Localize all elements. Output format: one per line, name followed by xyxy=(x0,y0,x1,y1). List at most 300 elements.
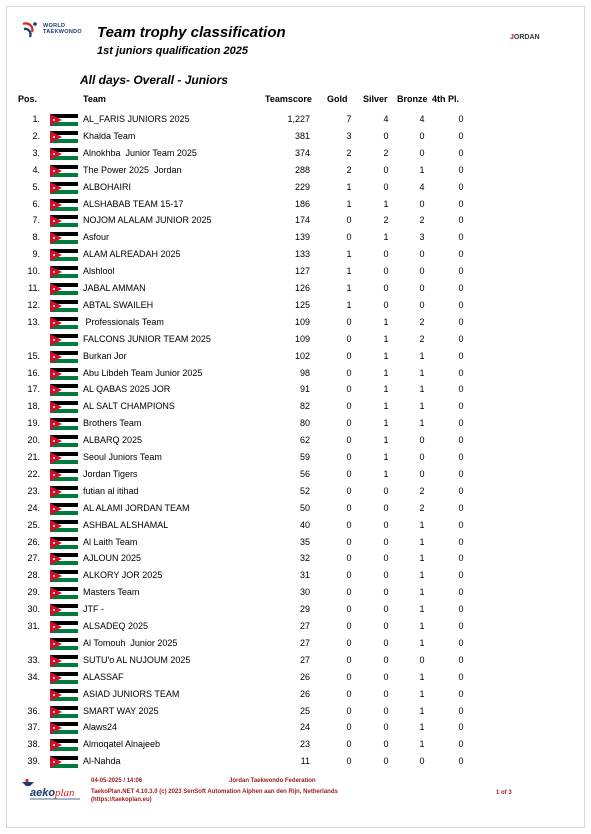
cell-team: Khalda Team xyxy=(83,130,136,141)
cell-gold: 0 xyxy=(346,316,352,327)
cell-score: 24 xyxy=(299,722,310,733)
cell-fourth: 0 xyxy=(458,553,464,564)
cell-fourth: 0 xyxy=(458,654,464,665)
cell-fourth: 0 xyxy=(458,587,464,598)
cell-silver: 0 xyxy=(383,756,389,767)
cell-bronze: 1 xyxy=(419,367,425,378)
cell-silver: 0 xyxy=(383,553,389,564)
cell-fourth: 0 xyxy=(458,671,464,682)
cell-score: 381 xyxy=(294,130,310,141)
cell-team: Alshlool xyxy=(83,266,115,277)
cell-score: 59 xyxy=(299,452,310,462)
country-label-rest: ORDAN xyxy=(513,34,540,41)
cell-score: 25 xyxy=(299,705,310,716)
cell-silver: 0 xyxy=(383,249,389,260)
cell-pos: 1. xyxy=(32,114,40,124)
header-teamscore: Teamscore xyxy=(265,94,312,104)
cell-gold: 0 xyxy=(346,621,352,631)
header-silver: Silver xyxy=(363,94,388,104)
cell-silver: 1 xyxy=(383,418,389,429)
jordan-flag-icon xyxy=(50,351,78,363)
cell-fourth: 0 xyxy=(458,401,464,412)
cell-team: Jordan Tigers xyxy=(83,468,138,479)
cell-bronze: 1 xyxy=(419,671,425,682)
cell-team: AL ALAMI JORDAN TEAM xyxy=(83,502,190,513)
cell-gold: 0 xyxy=(346,215,352,226)
cell-pos: 6. xyxy=(32,198,40,209)
cell-pos: 29. xyxy=(27,587,40,598)
table-row xyxy=(0,182,591,199)
jordan-flag-icon xyxy=(50,368,78,380)
cell-team: ALSADEQ 2025 xyxy=(83,621,149,631)
cell-team: Abu Libdeh Team Junior 2025 xyxy=(83,367,203,378)
country-label xyxy=(510,34,540,41)
cell-team: AL_FARIS JUNIORS 2025 xyxy=(83,114,190,124)
cell-silver: 0 xyxy=(383,283,389,293)
jordan-flag-icon xyxy=(50,689,78,701)
cell-bronze: 4 xyxy=(419,114,425,124)
cell-bronze: 2 xyxy=(419,485,425,496)
cell-score: 133 xyxy=(294,249,310,260)
jordan-flag-icon xyxy=(50,148,78,160)
cell-silver: 0 xyxy=(383,164,389,175)
cell-bronze: 0 xyxy=(419,299,425,310)
cell-fourth: 0 xyxy=(458,452,464,462)
cell-pos: 22. xyxy=(27,468,40,479)
jordan-flag-icon xyxy=(50,452,78,464)
cell-pos: 13. xyxy=(27,316,40,327)
cell-gold: 7 xyxy=(346,114,352,124)
cell-fourth: 0 xyxy=(458,485,464,496)
jordan-flag-icon xyxy=(50,114,78,126)
cell-score: 174 xyxy=(294,215,310,226)
cell-bronze: 1 xyxy=(419,688,425,699)
jordan-flag-icon xyxy=(50,621,78,633)
cell-gold: 3 xyxy=(346,130,352,141)
cell-pos: 23. xyxy=(27,485,40,496)
jordan-flag-icon xyxy=(50,537,78,549)
world-taekwondo-icon xyxy=(20,20,40,40)
cell-gold: 1 xyxy=(346,283,352,293)
cell-pos: 20. xyxy=(27,435,40,446)
cell-fourth: 0 xyxy=(458,621,464,631)
table-row xyxy=(0,215,591,232)
cell-bronze: 1 xyxy=(419,401,425,412)
jordan-flag-icon xyxy=(50,553,78,565)
header-team: Team xyxy=(83,94,106,104)
footer-software: TaekoPlan.NET 4.10.3.0 (c) 2023 SenSoft Automation Alphen aan den Rijn, Netherlands xyxy=(91,789,338,795)
cell-pos: 33. xyxy=(27,654,40,665)
jordan-flag-icon xyxy=(50,283,78,295)
jordan-flag-icon xyxy=(50,300,78,312)
cell-score: 186 xyxy=(294,198,310,209)
cell-score: 82 xyxy=(299,401,310,412)
cell-pos: 12. xyxy=(27,299,40,310)
cell-fourth: 0 xyxy=(458,130,464,141)
cell-score: 27 xyxy=(299,621,310,631)
cell-team: ALSHABAB TEAM 15-17 xyxy=(83,198,184,209)
cell-fourth: 0 xyxy=(458,756,464,767)
footer-url[interactable]: (https://taekoplan.eu) xyxy=(91,797,152,803)
taekoplan-logo-text-plan: plan xyxy=(55,787,75,799)
cell-gold: 0 xyxy=(346,502,352,513)
table-row xyxy=(0,283,591,300)
jordan-flag-icon xyxy=(50,334,78,346)
country-label-initial: J xyxy=(510,34,514,41)
jordan-flag-icon xyxy=(50,165,78,177)
cell-pos: 3. xyxy=(32,147,40,158)
cell-team: Al Tomouh Junior 2025 xyxy=(83,637,178,648)
cell-fourth: 0 xyxy=(458,350,464,361)
cell-silver: 2 xyxy=(383,215,389,226)
table-row xyxy=(0,756,591,773)
taekoplan-logo-text: aeko xyxy=(30,787,56,799)
jordan-flag-icon xyxy=(50,756,78,768)
cell-gold: 0 xyxy=(346,333,352,344)
cell-gold: 1 xyxy=(346,249,352,260)
cell-bronze: 1 xyxy=(419,350,425,361)
cell-gold: 1 xyxy=(346,181,352,192)
cell-score: 229 xyxy=(294,181,310,192)
cell-bronze: 1 xyxy=(419,722,425,733)
cell-silver: 0 xyxy=(383,587,389,598)
cell-silver: 0 xyxy=(383,604,389,615)
cell-silver: 1 xyxy=(383,350,389,361)
cell-fourth: 0 xyxy=(458,367,464,378)
cell-silver: 0 xyxy=(383,637,389,648)
jordan-flag-icon xyxy=(50,672,78,684)
jordan-flag-icon xyxy=(50,182,78,194)
cell-team: ALKORY JOR 2025 xyxy=(83,570,163,581)
cell-silver: 0 xyxy=(383,536,389,547)
table-row xyxy=(0,672,591,689)
cell-gold: 0 xyxy=(346,435,352,446)
jordan-flag-icon xyxy=(50,638,78,650)
cell-team: JTF - xyxy=(83,604,104,615)
cell-bronze: 1 xyxy=(419,384,425,395)
cell-score: 288 xyxy=(294,164,310,175)
cell-pos: 39. xyxy=(27,756,40,767)
cell-silver: 1 xyxy=(383,435,389,446)
cell-score: 32 xyxy=(299,553,310,564)
cell-silver: 0 xyxy=(383,130,389,141)
cell-silver: 0 xyxy=(383,739,389,750)
cell-pos: 19. xyxy=(27,418,40,429)
table-row xyxy=(0,655,591,672)
cell-score: 23 xyxy=(299,739,310,750)
cell-score: 40 xyxy=(299,519,310,530)
cell-score: 27 xyxy=(299,654,310,665)
header-pos: Pos. xyxy=(18,94,38,104)
cell-fourth: 0 xyxy=(458,688,464,699)
cell-bronze: 0 xyxy=(419,147,425,158)
cell-score: 374 xyxy=(294,147,310,158)
cell-score: 102 xyxy=(294,350,310,361)
jordan-flag-icon xyxy=(50,266,78,278)
cell-silver: 0 xyxy=(383,519,389,530)
cell-bronze: 0 xyxy=(419,283,425,293)
table-row xyxy=(0,435,591,452)
cell-score: 126 xyxy=(294,283,310,293)
taekoplan-logo xyxy=(20,778,86,802)
cell-score: 98 xyxy=(299,367,310,378)
cell-bronze: 1 xyxy=(419,705,425,716)
cell-bronze: 0 xyxy=(419,756,425,767)
cell-score: 50 xyxy=(299,502,310,513)
section-title: All days- Overall - Juniors xyxy=(80,73,229,87)
jordan-flag-icon xyxy=(50,722,78,734)
cell-team: AJLOUN 2025 xyxy=(83,553,142,564)
cell-score: 27 xyxy=(299,637,310,648)
cell-pos: 24. xyxy=(27,502,40,513)
cell-team: Al-Nahda xyxy=(83,756,121,767)
header-fourth: 4th Pl. xyxy=(432,94,460,104)
cell-bronze: 1 xyxy=(419,164,425,175)
cell-fourth: 0 xyxy=(458,283,464,293)
cell-team: Asfour xyxy=(83,232,110,243)
cell-gold: 0 xyxy=(346,452,352,462)
cell-team: ALBOHAIRI xyxy=(83,181,132,192)
cell-gold: 0 xyxy=(346,671,352,682)
cell-gold: 0 xyxy=(346,485,352,496)
cell-fourth: 0 xyxy=(458,570,464,581)
cell-pos: 18. xyxy=(27,401,40,412)
cell-pos: 28. xyxy=(27,570,40,581)
cell-fourth: 0 xyxy=(458,147,464,158)
footer-date: 04-05-2025 / 14:06 xyxy=(91,778,143,784)
jordan-flag-icon xyxy=(50,706,78,718)
cell-team: JABAL AMMAN xyxy=(83,283,146,293)
cell-silver: 0 xyxy=(383,570,389,581)
cell-bronze: 0 xyxy=(419,130,425,141)
cell-gold: 0 xyxy=(346,739,352,750)
cell-fourth: 0 xyxy=(458,114,464,124)
cell-gold: 1 xyxy=(346,299,352,310)
table-row xyxy=(0,452,591,469)
jordan-flag-icon xyxy=(50,401,78,413)
cell-gold: 0 xyxy=(346,688,352,699)
cell-fourth: 0 xyxy=(458,232,464,243)
cell-fourth: 0 xyxy=(458,502,464,513)
table-row xyxy=(0,165,591,182)
cell-pos: 38. xyxy=(27,739,40,750)
cell-bronze: 1 xyxy=(419,587,425,598)
cell-silver: 1 xyxy=(383,401,389,412)
cell-gold: 0 xyxy=(346,570,352,581)
cell-fourth: 0 xyxy=(458,468,464,479)
cell-team: NOJOM ALALAM JUNIOR 2025 xyxy=(83,215,212,226)
cell-bronze: 0 xyxy=(419,198,425,209)
cell-team: SMART WAY 2025 xyxy=(83,705,159,716)
cell-fourth: 0 xyxy=(458,181,464,192)
cell-pos: 5. xyxy=(32,181,40,192)
cell-gold: 0 xyxy=(346,350,352,361)
cell-score: 11 xyxy=(300,756,310,767)
cell-fourth: 0 xyxy=(458,266,464,277)
cell-bronze: 0 xyxy=(419,266,425,277)
table-row xyxy=(0,300,591,317)
cell-silver: 0 xyxy=(383,299,389,310)
jordan-flag-icon xyxy=(50,503,78,515)
cell-pos: 36. xyxy=(27,705,40,716)
cell-bronze: 0 xyxy=(419,468,425,479)
cell-fourth: 0 xyxy=(458,739,464,750)
cell-team: FALCONS JUNIOR TEAM 2025 xyxy=(83,333,211,344)
table-row xyxy=(0,317,591,334)
cell-team: ASHBAL ALSHAMAL xyxy=(83,519,169,530)
table-row xyxy=(0,418,591,435)
cell-pos: 34. xyxy=(27,671,40,682)
cell-silver: 0 xyxy=(383,688,389,699)
cell-silver: 1 xyxy=(383,367,389,378)
cell-fourth: 0 xyxy=(458,316,464,327)
cell-score: 139 xyxy=(294,232,310,243)
cell-score: 109 xyxy=(294,316,310,327)
page-title: Team trophy classification xyxy=(97,24,286,41)
jordan-flag-icon xyxy=(50,317,78,329)
jordan-flag-icon xyxy=(50,486,78,498)
cell-silver: 0 xyxy=(383,654,389,665)
cell-silver: 1 xyxy=(383,232,389,243)
cell-fourth: 0 xyxy=(458,604,464,615)
cell-team: AL QABAS 2025 JOR xyxy=(83,384,171,395)
cell-bronze: 1 xyxy=(419,570,425,581)
cell-gold: 0 xyxy=(346,519,352,530)
cell-silver: 0 xyxy=(383,266,389,277)
cell-pos: 4. xyxy=(32,164,40,175)
cell-score: 91 xyxy=(299,384,310,395)
table-row xyxy=(0,148,591,165)
cell-gold: 1 xyxy=(346,266,352,277)
cell-score: 1,227 xyxy=(287,114,310,124)
cell-gold: 0 xyxy=(346,587,352,598)
cell-gold: 0 xyxy=(346,232,352,243)
cell-silver: 1 xyxy=(383,452,389,462)
jordan-flag-icon xyxy=(50,435,78,447)
table-row xyxy=(0,604,591,621)
jordan-flag-icon xyxy=(50,469,78,481)
table-row xyxy=(0,486,591,503)
cell-team: Alnokhba Junior Team 2025 xyxy=(83,147,197,158)
cell-fourth: 0 xyxy=(458,299,464,310)
logo-text-line1: WORLD xyxy=(43,23,66,29)
cell-gold: 2 xyxy=(346,164,352,175)
cell-team: AL SALT CHAMPIONS xyxy=(83,401,175,412)
table-row xyxy=(0,689,591,706)
cell-score: 29 xyxy=(299,604,310,615)
cell-gold: 0 xyxy=(346,401,352,412)
cell-team: ALAM ALREADAH 2025 xyxy=(83,249,181,260)
cell-score: 109 xyxy=(294,333,310,344)
table-row xyxy=(0,469,591,486)
cell-pos: 15. xyxy=(27,350,40,361)
table-row xyxy=(0,114,591,131)
table-row xyxy=(0,520,591,537)
table-row xyxy=(0,621,591,638)
cell-gold: 0 xyxy=(346,536,352,547)
cell-fourth: 0 xyxy=(458,435,464,446)
cell-team: Seoul Juniors Team xyxy=(83,452,162,462)
cell-gold: 0 xyxy=(346,367,352,378)
cell-team: ASIAD JUNIORS TEAM xyxy=(83,688,180,699)
cell-fourth: 0 xyxy=(458,705,464,716)
jordan-flag-icon xyxy=(50,587,78,599)
table-row xyxy=(0,537,591,554)
cell-team: ABTAL SWAILEH xyxy=(83,299,154,310)
cell-pos: 27. xyxy=(27,553,40,564)
cell-fourth: 0 xyxy=(458,536,464,547)
cell-pos: 8. xyxy=(32,232,40,243)
cell-score: 127 xyxy=(294,266,310,277)
jordan-flag-icon xyxy=(50,232,78,244)
table-row xyxy=(0,232,591,249)
cell-fourth: 0 xyxy=(458,637,464,648)
logo-text xyxy=(43,23,82,35)
cell-score: 30 xyxy=(299,587,310,598)
cell-gold: 0 xyxy=(346,654,352,665)
cell-silver: 0 xyxy=(383,502,389,513)
cell-score: 62 xyxy=(299,435,310,446)
table-row xyxy=(0,334,591,351)
cell-silver: 1 xyxy=(383,384,389,395)
cell-score: 80 xyxy=(299,418,310,429)
jordan-flag-icon xyxy=(50,418,78,430)
table-row xyxy=(0,706,591,723)
world-taekwondo-logo xyxy=(20,20,90,42)
table-row xyxy=(0,351,591,368)
cell-bronze: 1 xyxy=(419,553,425,564)
cell-silver: 0 xyxy=(383,705,389,716)
cell-team: ALASSAF xyxy=(83,671,124,682)
table-row xyxy=(0,739,591,756)
table-row xyxy=(0,638,591,655)
cell-score: 26 xyxy=(299,671,310,682)
table-row xyxy=(0,368,591,385)
cell-score: 125 xyxy=(294,299,310,310)
cell-score: 35 xyxy=(299,536,310,547)
cell-bronze: 0 xyxy=(419,654,425,665)
cell-silver: 4 xyxy=(383,114,389,124)
cell-silver: 1 xyxy=(383,333,389,344)
cell-gold: 0 xyxy=(346,553,352,564)
cell-gold: 0 xyxy=(346,705,352,716)
footer-organizer: Jordan Taekwondo Federation xyxy=(229,778,316,784)
cell-pos: 11. xyxy=(28,283,40,293)
cell-team: Burkan Jor xyxy=(83,350,127,361)
cell-silver: 0 xyxy=(383,671,389,682)
cell-team: Almoqatel Alnajeeb xyxy=(83,739,161,750)
cell-silver: 1 xyxy=(383,198,389,209)
jordan-flag-icon xyxy=(50,604,78,616)
cell-team: Professionals Team xyxy=(83,316,164,327)
jordan-flag-icon xyxy=(50,570,78,582)
cell-pos: 26. xyxy=(27,536,40,547)
cell-fourth: 0 xyxy=(458,384,464,395)
table-row xyxy=(0,570,591,587)
table-row xyxy=(0,131,591,148)
cell-bronze: 3 xyxy=(419,232,425,243)
cell-team: Alaws24 xyxy=(83,722,118,733)
cell-bronze: 2 xyxy=(419,502,425,513)
cell-gold: 2 xyxy=(346,147,352,158)
cell-pos: 21. xyxy=(27,452,40,462)
cell-team: Masters Team xyxy=(83,587,140,598)
header-gold: Gold xyxy=(327,94,348,104)
cell-pos: 31. xyxy=(27,621,40,631)
cell-fourth: 0 xyxy=(458,215,464,226)
cell-fourth: 0 xyxy=(458,418,464,429)
jordan-flag-icon xyxy=(50,520,78,532)
